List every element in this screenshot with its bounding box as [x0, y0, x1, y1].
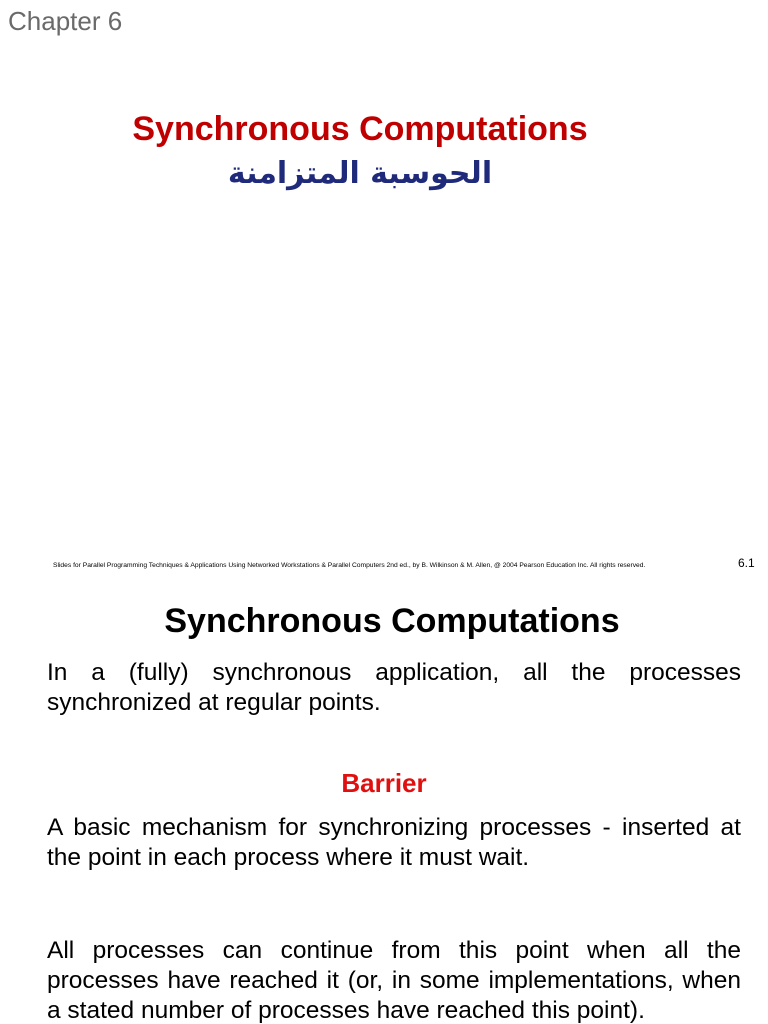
- slide-title: Synchronous Computations: [164, 602, 620, 640]
- section-heading-barrier: Barrier: [341, 768, 427, 798]
- intro-paragraph: In a (fully) synchronous application, all the processes synchronized at regular points.: [47, 659, 741, 716]
- chapter-label: Chapter 6: [8, 6, 123, 36]
- slide-title: Synchronous Computations: [132, 110, 588, 148]
- continue-paragraph: All processes can continue from this point when all the processes have reached it (or, in some implementations, when a stated number of processes have reached this point).: [47, 937, 741, 1024]
- arabic-title: الحوسبة المتزامنة: [227, 156, 493, 191]
- slide-2: [0, 580, 768, 1024]
- barrier-description: A basic mechanism for synchronizing processes - inserted at the point in each process where it must wait.: [47, 814, 741, 871]
- slide-footer: Slides for Parallel Programming Techniques & Applications Using Networked Workstations & Parallel Computers 2nd ed., by B. Wilkinson & M. Allen, @ 2004 Pearson Education Inc. All rights reserved.: [53, 562, 646, 569]
- slide-number: 6.1: [738, 556, 755, 570]
